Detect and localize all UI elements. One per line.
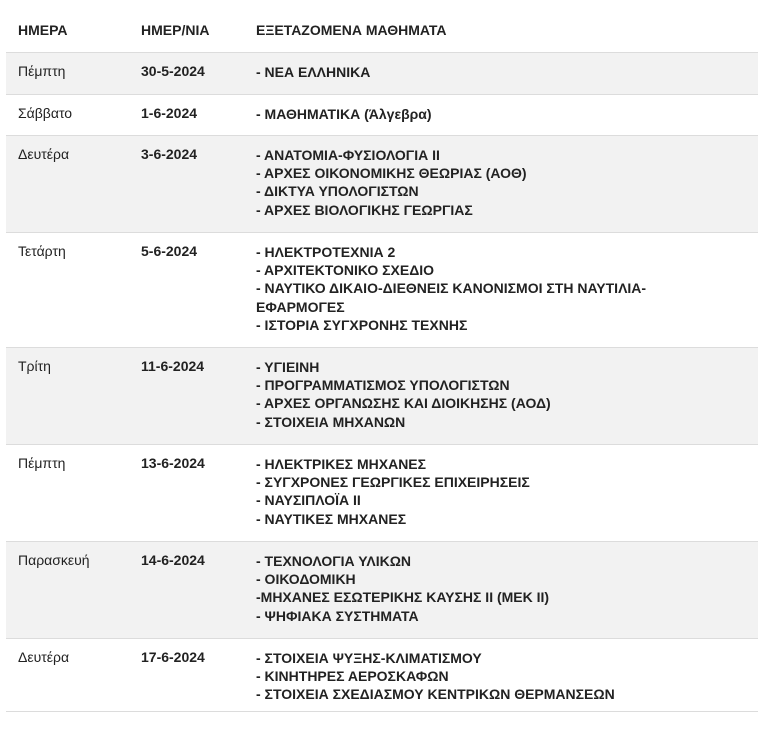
- subject-item: - ΚΙΝΗΤΗΡΕΣ ΑΕΡΟΣΚΑΦΩΝ: [256, 667, 449, 684]
- table-row: [6, 347, 758, 444]
- day-cell: Δευτέρα: [6, 135, 129, 232]
- subjects-cell: [244, 232, 758, 347]
- day-cell: Παρασκευή: [6, 541, 129, 638]
- table-row: [6, 52, 758, 94]
- subject-item: - ΝΑΥΤΙΚΟ ΔΙΚΑΙΟ-ΔΙΕΘΝΕΙΣ ΚΑΝΟΝΙΣΜΟΙ ΣΤΗ ΝΑΥΤΙΛΙΑ-ΕΦΑΡΜΟΓΕΣ: [256, 280, 647, 315]
- subject-item: - ΥΓΙΕΙΝΗ: [256, 358, 320, 375]
- table-row: [6, 232, 758, 347]
- subject-item: - ΑΡΧΕΣ ΟΡΓΑΝΩΣΗΣ ΚΑΙ ΔΙΟΙΚΗΣΗΣ (ΑΟΔ): [256, 395, 551, 412]
- subjects-cell: [244, 541, 758, 638]
- subject-item: - ΝΑΥΣΙΠΛΟΪΑ ΙΙ: [256, 492, 361, 509]
- subjects-cell: [244, 52, 758, 94]
- subjects-cell: [244, 638, 758, 711]
- day-cell: Τετάρτη: [6, 232, 129, 347]
- subject-item: - ΑΡΧΕΣ ΟΙΚΟΝΟΜΙΚΗΣ ΘΕΩΡΙΑΣ (ΑΟΘ): [256, 164, 527, 181]
- header-day: ΗΜΕΡΑ: [6, 10, 129, 52]
- date-cell: 30-5-2024: [129, 52, 244, 94]
- subject-item: - ΜΑΘΗΜΑΤΙΚΑ (Άλγεβρα): [256, 105, 432, 122]
- date-cell: 17-6-2024: [129, 638, 244, 711]
- subject-item: - ΠΡΟΓΡΑΜΜΑΤΙΣΜΟΣ ΥΠΟΛΟΓΙΣΤΩΝ: [256, 376, 510, 393]
- subject-item: - ΑΝΑΤΟΜΙΑ-ΦΥΣΙΟΛΟΓΙΑ ΙΙ: [256, 146, 440, 163]
- subjects-cell: [244, 135, 758, 232]
- subject-item: -ΜΗΧΑΝΕΣ ΕΣΩΤΕΡΙΚΗΣ ΚΑΥΣΗΣ ΙΙ (ΜΕΚ ΙΙ): [256, 589, 550, 606]
- date-cell: 11-6-2024: [129, 347, 244, 444]
- subjects-cell: [244, 347, 758, 444]
- subject-item: - ΗΛΕΚΤΡΙΚΕΣ ΜΗΧΑΝΕΣ: [256, 455, 427, 472]
- subject-item: - ΣΤΟΙΧΕΙΑ ΨΥΞΗΣ-ΚΛΙΜΑΤΙΣΜΟΥ: [256, 649, 482, 666]
- table-row: [6, 135, 758, 232]
- table-row: [6, 638, 758, 711]
- date-cell: 1-6-2024: [129, 94, 244, 135]
- subject-item: - ΑΡΧΙΤΕΚΤΟΝΙΚΟ ΣΧΕΔΙΟ: [256, 261, 435, 278]
- subject-item: - ΣΤΟΙΧΕΙΑ ΜΗΧΑΝΩΝ: [256, 413, 406, 430]
- table-header: [6, 10, 758, 52]
- day-cell: Πέμπτη: [6, 444, 129, 541]
- subject-item: - ΨΗΦΙΑΚΑ ΣΥΣΤΗΜΑΤΑ: [256, 607, 419, 624]
- exam-schedule-table: [6, 10, 758, 712]
- subject-item: - ΑΡΧΕΣ ΒΙΟΛΟΓΙΚΗΣ ΓΕΩΡΓΙΑΣ: [256, 201, 473, 218]
- day-cell: Δευτέρα: [6, 638, 129, 711]
- day-cell: Τρίτη: [6, 347, 129, 444]
- subject-item: - ΗΛΕΚΤΡΟΤΕΧΝΙΑ 2: [256, 243, 396, 260]
- table-body: [6, 52, 758, 711]
- date-cell: 5-6-2024: [129, 232, 244, 347]
- subject-item: - ΟΙΚΟΔΟΜΙΚΗ: [256, 570, 356, 587]
- day-cell: Σάββατο: [6, 94, 129, 135]
- table-row: [6, 444, 758, 541]
- subject-item: - ΣΥΓΧΡΟΝΕΣ ΓΕΩΡΓΙΚΕΣ ΕΠΙΧΕΙΡΗΣΕΙΣ: [256, 473, 530, 490]
- header-date: ΗΜΕΡ/ΝΙΑ: [129, 10, 244, 52]
- date-cell: 14-6-2024: [129, 541, 244, 638]
- subjects-cell: [244, 94, 758, 135]
- subject-item: - ΝΕΑ ΕΛΛΗΝΙΚΑ: [256, 63, 371, 80]
- table-row: [6, 541, 758, 638]
- subject-item: - ΔΙΚΤΥΑ ΥΠΟΛΟΓΙΣΤΩΝ: [256, 183, 419, 200]
- subject-item: - ΝΑΥΤΙΚΕΣ ΜΗΧΑΝΕΣ: [256, 510, 407, 527]
- header-row: [6, 10, 758, 52]
- subject-item: - ΤΕΧΝΟΛΟΓΙΑ ΥΛΙΚΩΝ: [256, 552, 412, 569]
- subject-item: - ΙΣΤΟΡΙΑ ΣΥΓΧΡΟΝΗΣ ΤΕΧΝΗΣ: [256, 317, 468, 334]
- subject-item: - ΣΤΟΙΧΕΙΑ ΣΧΕΔΙΑΣΜΟΥ ΚΕΝΤΡΙΚΩΝ ΘΕΡΜΑΝΣΕΩΝ: [256, 686, 615, 703]
- day-cell: Πέμπτη: [6, 52, 129, 94]
- subjects-cell: [244, 444, 758, 541]
- date-cell: 13-6-2024: [129, 444, 244, 541]
- header-subjects: ΕΞΕΤΑΖΟΜΕΝΑ ΜΑΘΗΜΑΤΑ: [244, 10, 758, 52]
- table-row: [6, 94, 758, 135]
- date-cell: 3-6-2024: [129, 135, 244, 232]
